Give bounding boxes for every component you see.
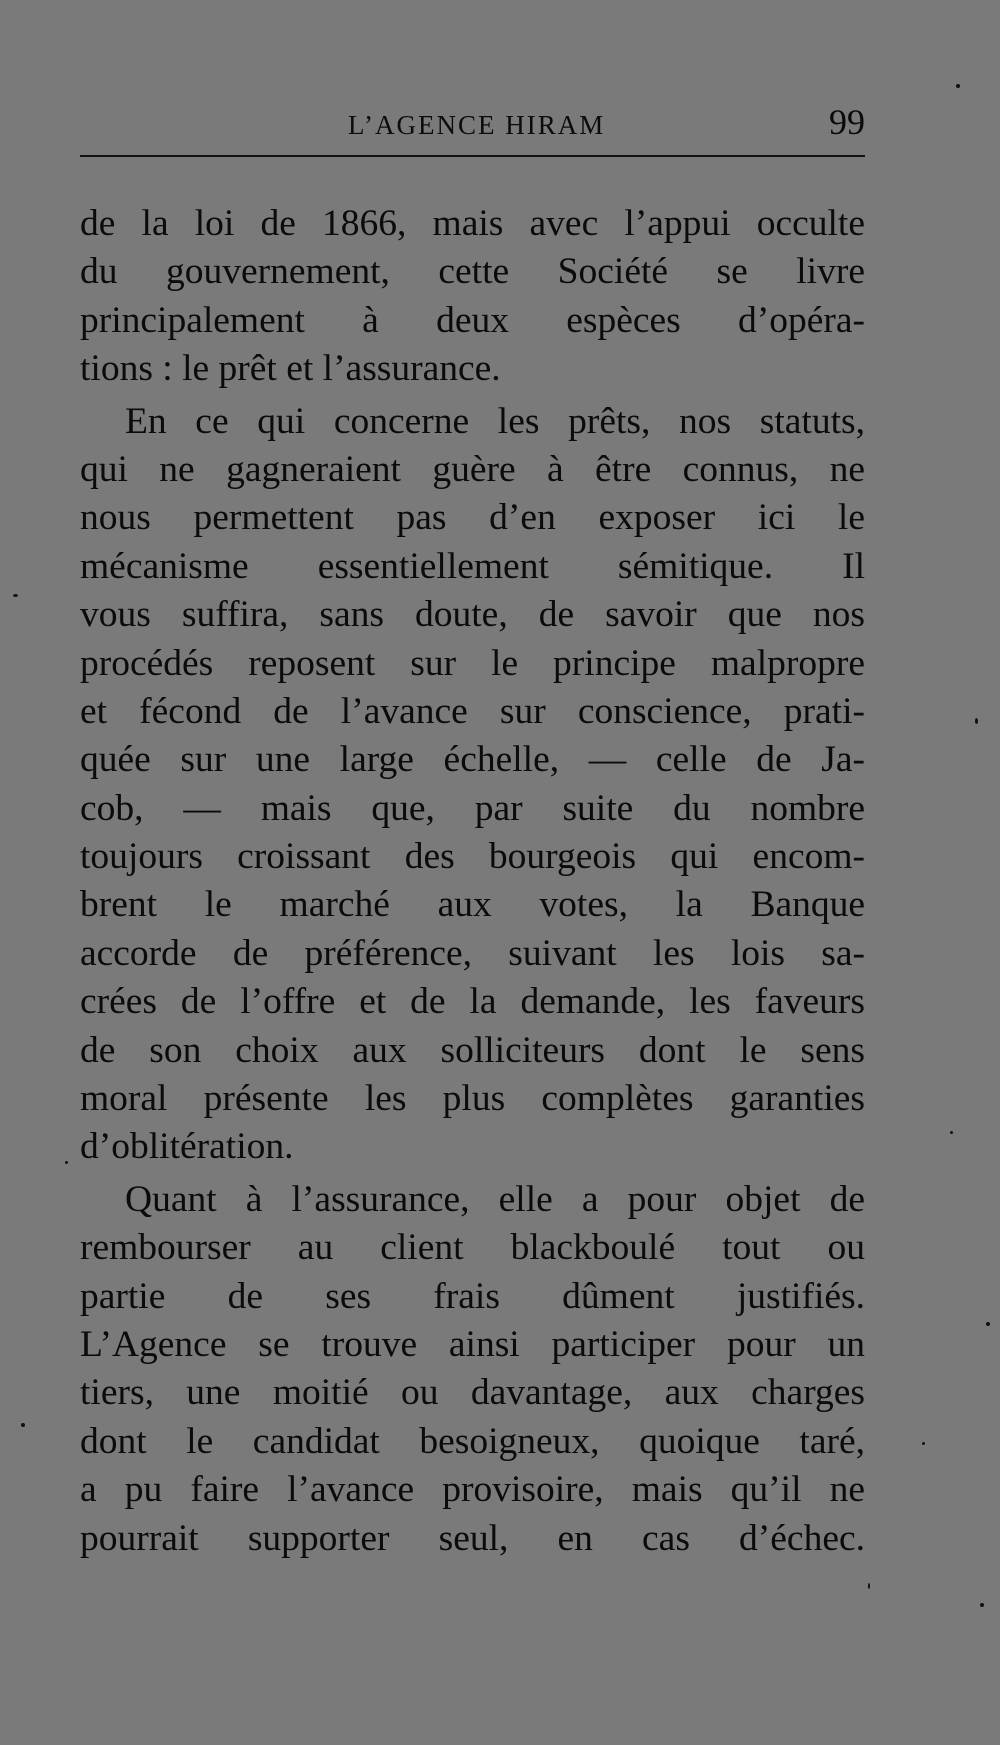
text-line: toujours croissant des bourgeois qui encom-: [80, 836, 865, 878]
page-number: 99: [829, 102, 865, 142]
scan-speck: [986, 1322, 990, 1326]
text-line: vous suffira, sans doute, de savoir que nos: [80, 594, 865, 636]
text-line: rembourser au client blackboulé tout ou: [80, 1227, 865, 1269]
text-line: moral présente les plus complètes garanties: [80, 1078, 865, 1120]
paragraph-3: [80, 1176, 865, 1563]
scan-speck: [980, 1603, 984, 1607]
body-text: [80, 200, 865, 1563]
text-line: et fécond de l’avance sur conscience, prati-: [80, 690, 865, 732]
text-line: tiers, une moitié ou davantage, aux charges: [80, 1372, 865, 1414]
text-line: tions : le prêt et l’assurance.: [80, 348, 501, 390]
text-line: cob, — mais que, par suite du nombre: [80, 787, 865, 829]
text-line: crées de l’offre et de la demande, les faveurs: [80, 981, 865, 1023]
text-line: principalement à deux espèces d’opéra-: [80, 299, 865, 341]
text-line: qui ne gagneraient guère à être connus, ne: [80, 448, 865, 490]
text-line: procédés reposent sur le principe malpropre: [80, 642, 865, 684]
scan-speck: [13, 594, 18, 597]
text-line: L’Agence se trouve ainsi participer pour un: [80, 1323, 865, 1365]
text-line: En ce qui concerne les prêts, nos statuts,: [125, 400, 865, 442]
paragraph-2: [80, 398, 865, 1172]
header-rule: [80, 155, 865, 157]
text-line: du gouvernement, cette Société se livre: [80, 251, 865, 293]
scan-speck: [868, 1583, 870, 1589]
text-line: quée sur une large échelle, — celle de Ja-: [80, 739, 865, 781]
text-line: nous permettent pas d’en exposer ici le: [80, 497, 865, 539]
text-line: brent le marché aux votes, la Banque: [80, 884, 865, 926]
running-title: L’AGENCE HIRAM: [348, 110, 606, 140]
text-line: de son choix aux solliciteurs dont le sens: [80, 1029, 865, 1071]
text-line: dont le candidat besoigneux, quoique taré,: [80, 1420, 865, 1462]
paragraph-1: [80, 200, 865, 394]
scan-speck: [922, 1442, 925, 1445]
text-line: d’oblitération.: [80, 1126, 294, 1168]
scan-speck: [975, 718, 978, 724]
scan-speck: [950, 1131, 953, 1134]
text-line: Quant à l’assurance, elle a pour objet de: [125, 1178, 865, 1220]
running-head: [80, 102, 865, 150]
text-line: partie de ses frais dûment justifiés.: [80, 1275, 865, 1317]
text-line: de la loi de 1866, mais avec l’appui occulte: [80, 203, 865, 244]
text-line: mécanisme essentiellement sémitique. Il: [80, 545, 865, 587]
scan-speck: [956, 84, 960, 88]
scan-speck: [21, 1423, 25, 1427]
scan-speck: [65, 1161, 68, 1164]
text-line: accorde de préférence, suivant les lois sa-: [80, 932, 865, 974]
text-line: a pu faire l’avance provisoire, mais qu’il ne: [80, 1469, 865, 1511]
text-line: pourrait supporter seul, en cas d’échec.: [80, 1517, 865, 1559]
